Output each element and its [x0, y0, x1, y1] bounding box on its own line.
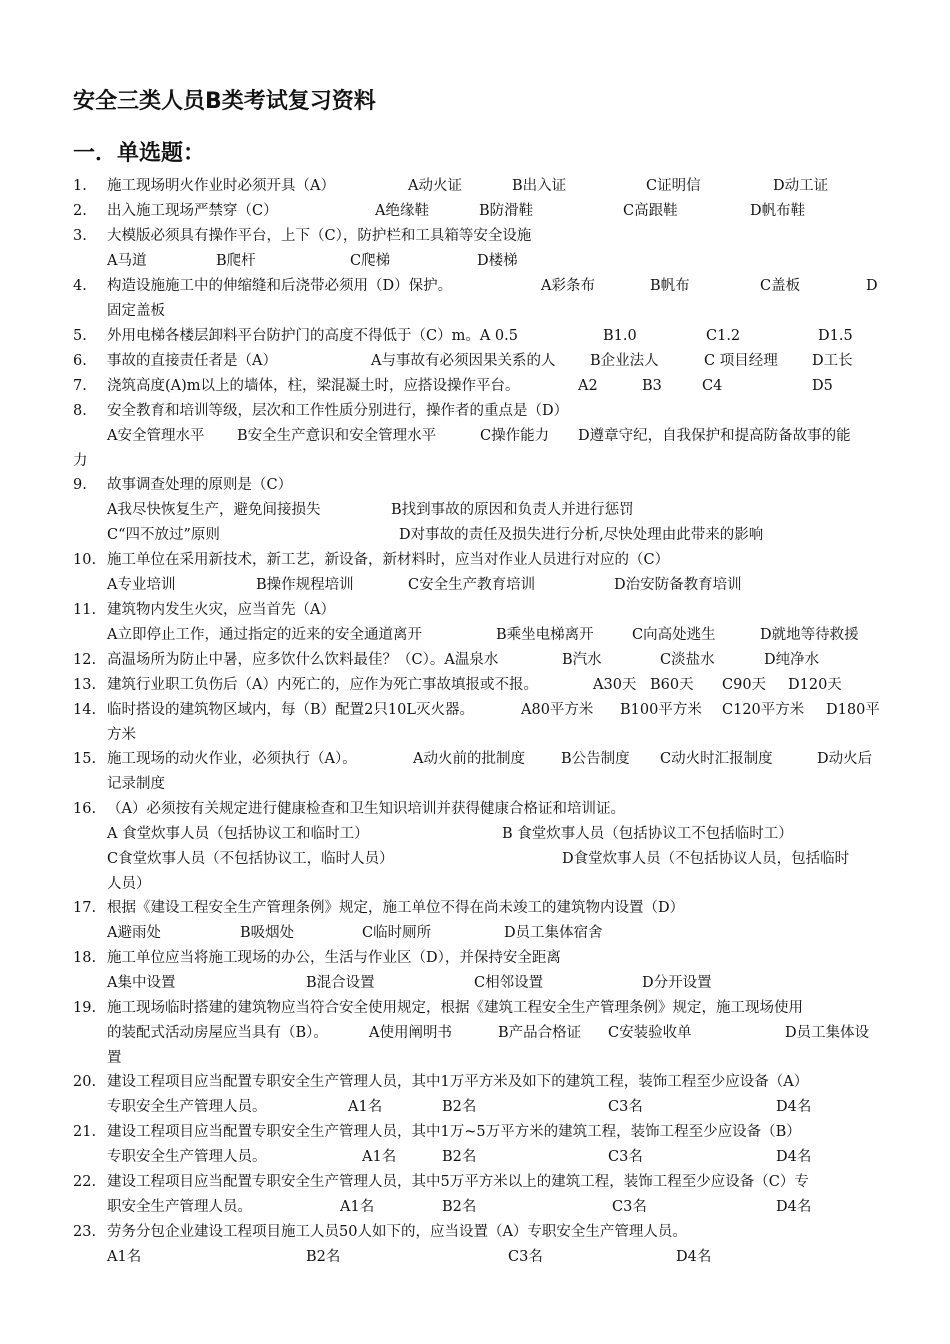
answer-option: A使用阐明书 [369, 1024, 452, 1041]
answer-option: B企业法人 [590, 353, 659, 369]
answer-option: B3 [642, 378, 662, 394]
answer-option: B混合设置 [306, 974, 375, 991]
answer-option: D员工集体宿舍 [504, 924, 603, 941]
answer-option: A安全管理水平 [107, 427, 205, 444]
answer-option: C4 [702, 378, 723, 394]
answer-option: B乘坐电梯离开 [496, 626, 594, 643]
answer-option: D分开设置 [642, 974, 712, 991]
question-text: 故事调查处理的原则是（C） [107, 477, 293, 493]
answer-option: 置 [107, 1049, 122, 1066]
answer-option: A绝缘鞋 [375, 203, 429, 219]
answer-option: 固定盖板 [107, 302, 165, 319]
answer-option: 人员） [107, 875, 151, 892]
answer-option: A动火前的批制度 [413, 751, 525, 767]
answer-option: D4名 [776, 1098, 812, 1115]
answer-option: C盖板 [760, 278, 801, 294]
question-text: 建设工程项目应当配置专职安全生产管理人员，其中1万~5万平方米的建筑工程，装饰工程至少应设备（B） [107, 1124, 801, 1140]
answer-option: B2名 [306, 1248, 341, 1265]
answer-option: D遵章守纪，自我保护和提高防备故事的能 [578, 427, 851, 444]
question-text: 根据《建设工程安全生产管理条例》规定，施工单位不得在尚未竣工的建筑物内设置（D） [107, 900, 685, 916]
answer-option: C 项目经理 [704, 353, 778, 369]
question-text: 构造设施施工中的伸缩缝和后浇带必须用（D）保护。 [107, 278, 453, 294]
answer-option: A马道 [107, 252, 147, 269]
question-text: 建设工程项目应当配置专职安全生产管理人员，其中1万平方米及如下的建筑工程，装饰工程至少应设备（A） [107, 1074, 809, 1090]
answer-option: C操作能力 [480, 427, 550, 444]
answer-option: D食堂炊事人员（不包括协议人员，包括临时 [562, 850, 850, 867]
answer-option: A30天 [593, 677, 637, 693]
answer-option: A专业培训 [107, 576, 176, 593]
question-text: 出入施工现场严禁穿（C） [107, 203, 278, 219]
answer-option: A彩条布 [541, 278, 595, 294]
answer-option: C3名 [612, 1198, 647, 1215]
question-text: 大模版必须具有操作平台，上下（C），防护栏和工具箱等安全设施 [107, 228, 532, 244]
question-number: 19. [73, 1000, 97, 1016]
question-text: 施工现场临时搭建的建筑物应当符合安全使用规定，根据《建筑工程安全生产管理条例》规定，施工现场使用 [107, 1000, 803, 1016]
answer-option: D4名 [776, 1198, 812, 1215]
document-title: 安全三类人员B类考试复习资料 [73, 89, 376, 114]
answer-option: A1名 [348, 1098, 383, 1115]
answer-option: D动火后 [817, 751, 873, 767]
answer-option: B找到事故的原因和负责人并进行惩罚 [391, 501, 634, 518]
question-text: 浇筑高度(A)m以上的墙体，柱，梁混凝土时，应搭设操作平台。 [107, 378, 520, 394]
answer-option: D治安防备教育培训 [614, 576, 742, 593]
answer-option: 力 [73, 452, 88, 469]
question-text: 施工单位应当将施工现场的办公，生活与作业区（D），并保持安全距离 [107, 950, 561, 966]
answer-option: C高跟鞋 [623, 203, 678, 219]
question-number: 1. [73, 178, 87, 194]
answer-option: B 食堂炊事人员（包括协议工不包括临时工） [502, 825, 793, 842]
answer-option: C1.2 [706, 328, 741, 344]
question-text: 事故的直接责任者是（A） [107, 353, 277, 369]
question-text: 建设工程项目应当配置专职安全生产管理人员，其中5万平方米以上的建筑工程，装饰工程至少应设备（C）专 [107, 1174, 809, 1190]
answer-option: B出入证 [512, 178, 567, 194]
answer-option: A 食堂炊事人员（包括协议工和临时工） [107, 825, 369, 842]
answer-option: B吸烟处 [240, 924, 295, 941]
answer-option: C安全生产教育培训 [408, 576, 536, 593]
answer-option: D4名 [676, 1248, 712, 1265]
answer-option: A2 [578, 378, 598, 394]
question-number: 13. [73, 677, 97, 693]
question-text: （A）必须按有关规定进行健康检查和卫生知识培训并获得健康合格证和培训证。 [107, 801, 625, 817]
answer-option: B100平方米 [620, 702, 702, 718]
answer-option: 专职安全生产管理人员。 [107, 1098, 267, 1115]
answer-option: A避雨处 [107, 924, 161, 941]
answer-option: A80平方米 [521, 702, 594, 718]
question-number: 6. [73, 353, 87, 369]
answer-option: C食堂炊事人员（不包括协议工，临时人员） [107, 850, 394, 867]
answer-option: C证明信 [646, 178, 701, 194]
answer-option: C临时厕所 [362, 924, 432, 941]
answer-option: B防滑鞋 [479, 203, 534, 219]
question-number: 5. [73, 328, 87, 344]
answer-option: B产品合格证 [498, 1024, 582, 1041]
question-number: 17. [73, 900, 97, 916]
question-number: 12. [73, 652, 97, 668]
answer-option: D1.5 [818, 328, 853, 344]
question-number: 22. [73, 1174, 97, 1190]
answer-option: 记录制度 [107, 775, 165, 792]
answer-option: A1名 [107, 1248, 142, 1265]
question-number: 7. [73, 378, 87, 394]
answer-option: C120平方米 [722, 702, 805, 718]
question-text: 施工单位在采用新技术，新工艺，新设备，新材料时，应当对作业人员进行对应的（C） [107, 552, 670, 568]
question-text: 安全教育和培训等级，层次和工作性质分别进行，操作者的重点是（D） [107, 403, 569, 419]
answer-option: C淡盐水 [660, 652, 715, 668]
answer-option: C3名 [608, 1098, 643, 1115]
answer-option: B帆布 [650, 278, 690, 294]
answer-option: 方米 [107, 726, 136, 743]
answer-option: D对事故的责任及损失进行分析,尽快处理由此带来的影响 [399, 526, 764, 543]
question-text: 建筑物内发生火灾，应当首先（A） [107, 602, 335, 618]
question-number: 8. [73, 403, 87, 419]
question-number: 20. [73, 1074, 97, 1090]
answer-option: D纯净水 [764, 652, 820, 668]
answer-option: A与事故有必须因果关系的人 [371, 353, 556, 369]
answer-option: B2名 [442, 1148, 477, 1165]
question-number: 10. [73, 552, 97, 568]
answer-option: B2名 [442, 1098, 477, 1115]
answer-option: B爬杆 [216, 252, 256, 269]
answer-option: D4名 [776, 1148, 812, 1165]
answer-option: C3名 [508, 1248, 543, 1265]
question-number: 18. [73, 950, 97, 966]
answer-option: C“四不放过”原则 [107, 526, 220, 543]
question-text: 施工现场明火作业时必须开具（A） [107, 178, 335, 194]
answer-option: A我尽快恢复生产，避免间接损失 [107, 501, 321, 518]
answer-option: D5 [812, 378, 833, 394]
answer-option: D楼梯 [477, 252, 518, 269]
question-text: 劳务分包企业建设工程项目施工人员50人如下的，应当设置（A）专职安全生产管理人员。 [107, 1224, 687, 1240]
answer-option: 专职安全生产管理人员。 [107, 1148, 267, 1165]
answer-option: D [866, 278, 878, 294]
answer-option: B安全生产意识和安全管理水平 [237, 427, 437, 444]
answer-option: A立即停止工作，通过指定的近来的安全通道离开 [107, 626, 422, 643]
answer-option: B2名 [442, 1198, 477, 1215]
answer-option: C90天 [722, 677, 767, 693]
answer-option: D帆布鞋 [750, 203, 806, 219]
answer-option: B公告制度 [561, 751, 630, 767]
answer-option: D120天 [788, 677, 842, 693]
answer-option: B1.0 [603, 328, 637, 344]
answer-option: 职安全生产管理人员。 [107, 1198, 252, 1215]
question-text: 外用电梯各楼层卸料平台防护门的高度不得低于（C）m。A 0.5 [107, 328, 518, 344]
question-number: 23. [73, 1224, 97, 1240]
answer-option: D180平 [826, 702, 880, 718]
section-heading: 一．单选题： [73, 141, 206, 166]
answer-option: D工长 [812, 353, 853, 369]
question-number: 15. [73, 751, 97, 767]
question-number: 11. [73, 602, 97, 618]
answer-option: B60天 [650, 677, 694, 693]
answer-option: A1名 [362, 1148, 397, 1165]
answer-option: C动火时汇报制度 [660, 751, 773, 767]
question-text: 临时搭设的建筑物区域内，每（B）配置2只10L灭火器。 [107, 702, 474, 718]
question-number: 3. [73, 228, 87, 244]
question-number: 4. [73, 278, 87, 294]
question-text: 高温场所为防止中暑，应多饮什么饮料最佳？（C）。A温泉水 [107, 652, 499, 668]
answer-option: D就地等待救援 [760, 626, 859, 643]
answer-option: A1名 [340, 1198, 375, 1215]
question-number: 2. [73, 203, 87, 219]
answer-option: C向高处逃生 [632, 626, 716, 643]
answer-option: B操作规程培训 [256, 576, 354, 593]
question-number: 21. [73, 1124, 97, 1140]
answer-option: A动火证 [408, 178, 462, 194]
answer-option: D员工集体设 [785, 1024, 870, 1041]
answer-option: A集中设置 [107, 974, 176, 991]
question-text: 建筑行业职工负伤后（A）内死亡的，应作为死亡事故填报或不报。 [107, 677, 538, 693]
answer-option: 的装配式活动房屋应当具有（B）。 [107, 1024, 328, 1041]
question-number: 16. [73, 801, 97, 817]
question-text: 施工现场的动火作业，必须执行（A）。 [107, 751, 357, 767]
answer-option: C爬梯 [350, 252, 391, 269]
answer-option: C相邻设置 [474, 974, 544, 991]
answer-option: C安装验收单 [608, 1024, 692, 1041]
question-number: 14. [73, 702, 97, 718]
answer-option: C3名 [608, 1148, 643, 1165]
answer-option: D动工证 [773, 178, 829, 194]
question-number: 9. [73, 477, 87, 493]
answer-option: B汽水 [562, 652, 602, 668]
